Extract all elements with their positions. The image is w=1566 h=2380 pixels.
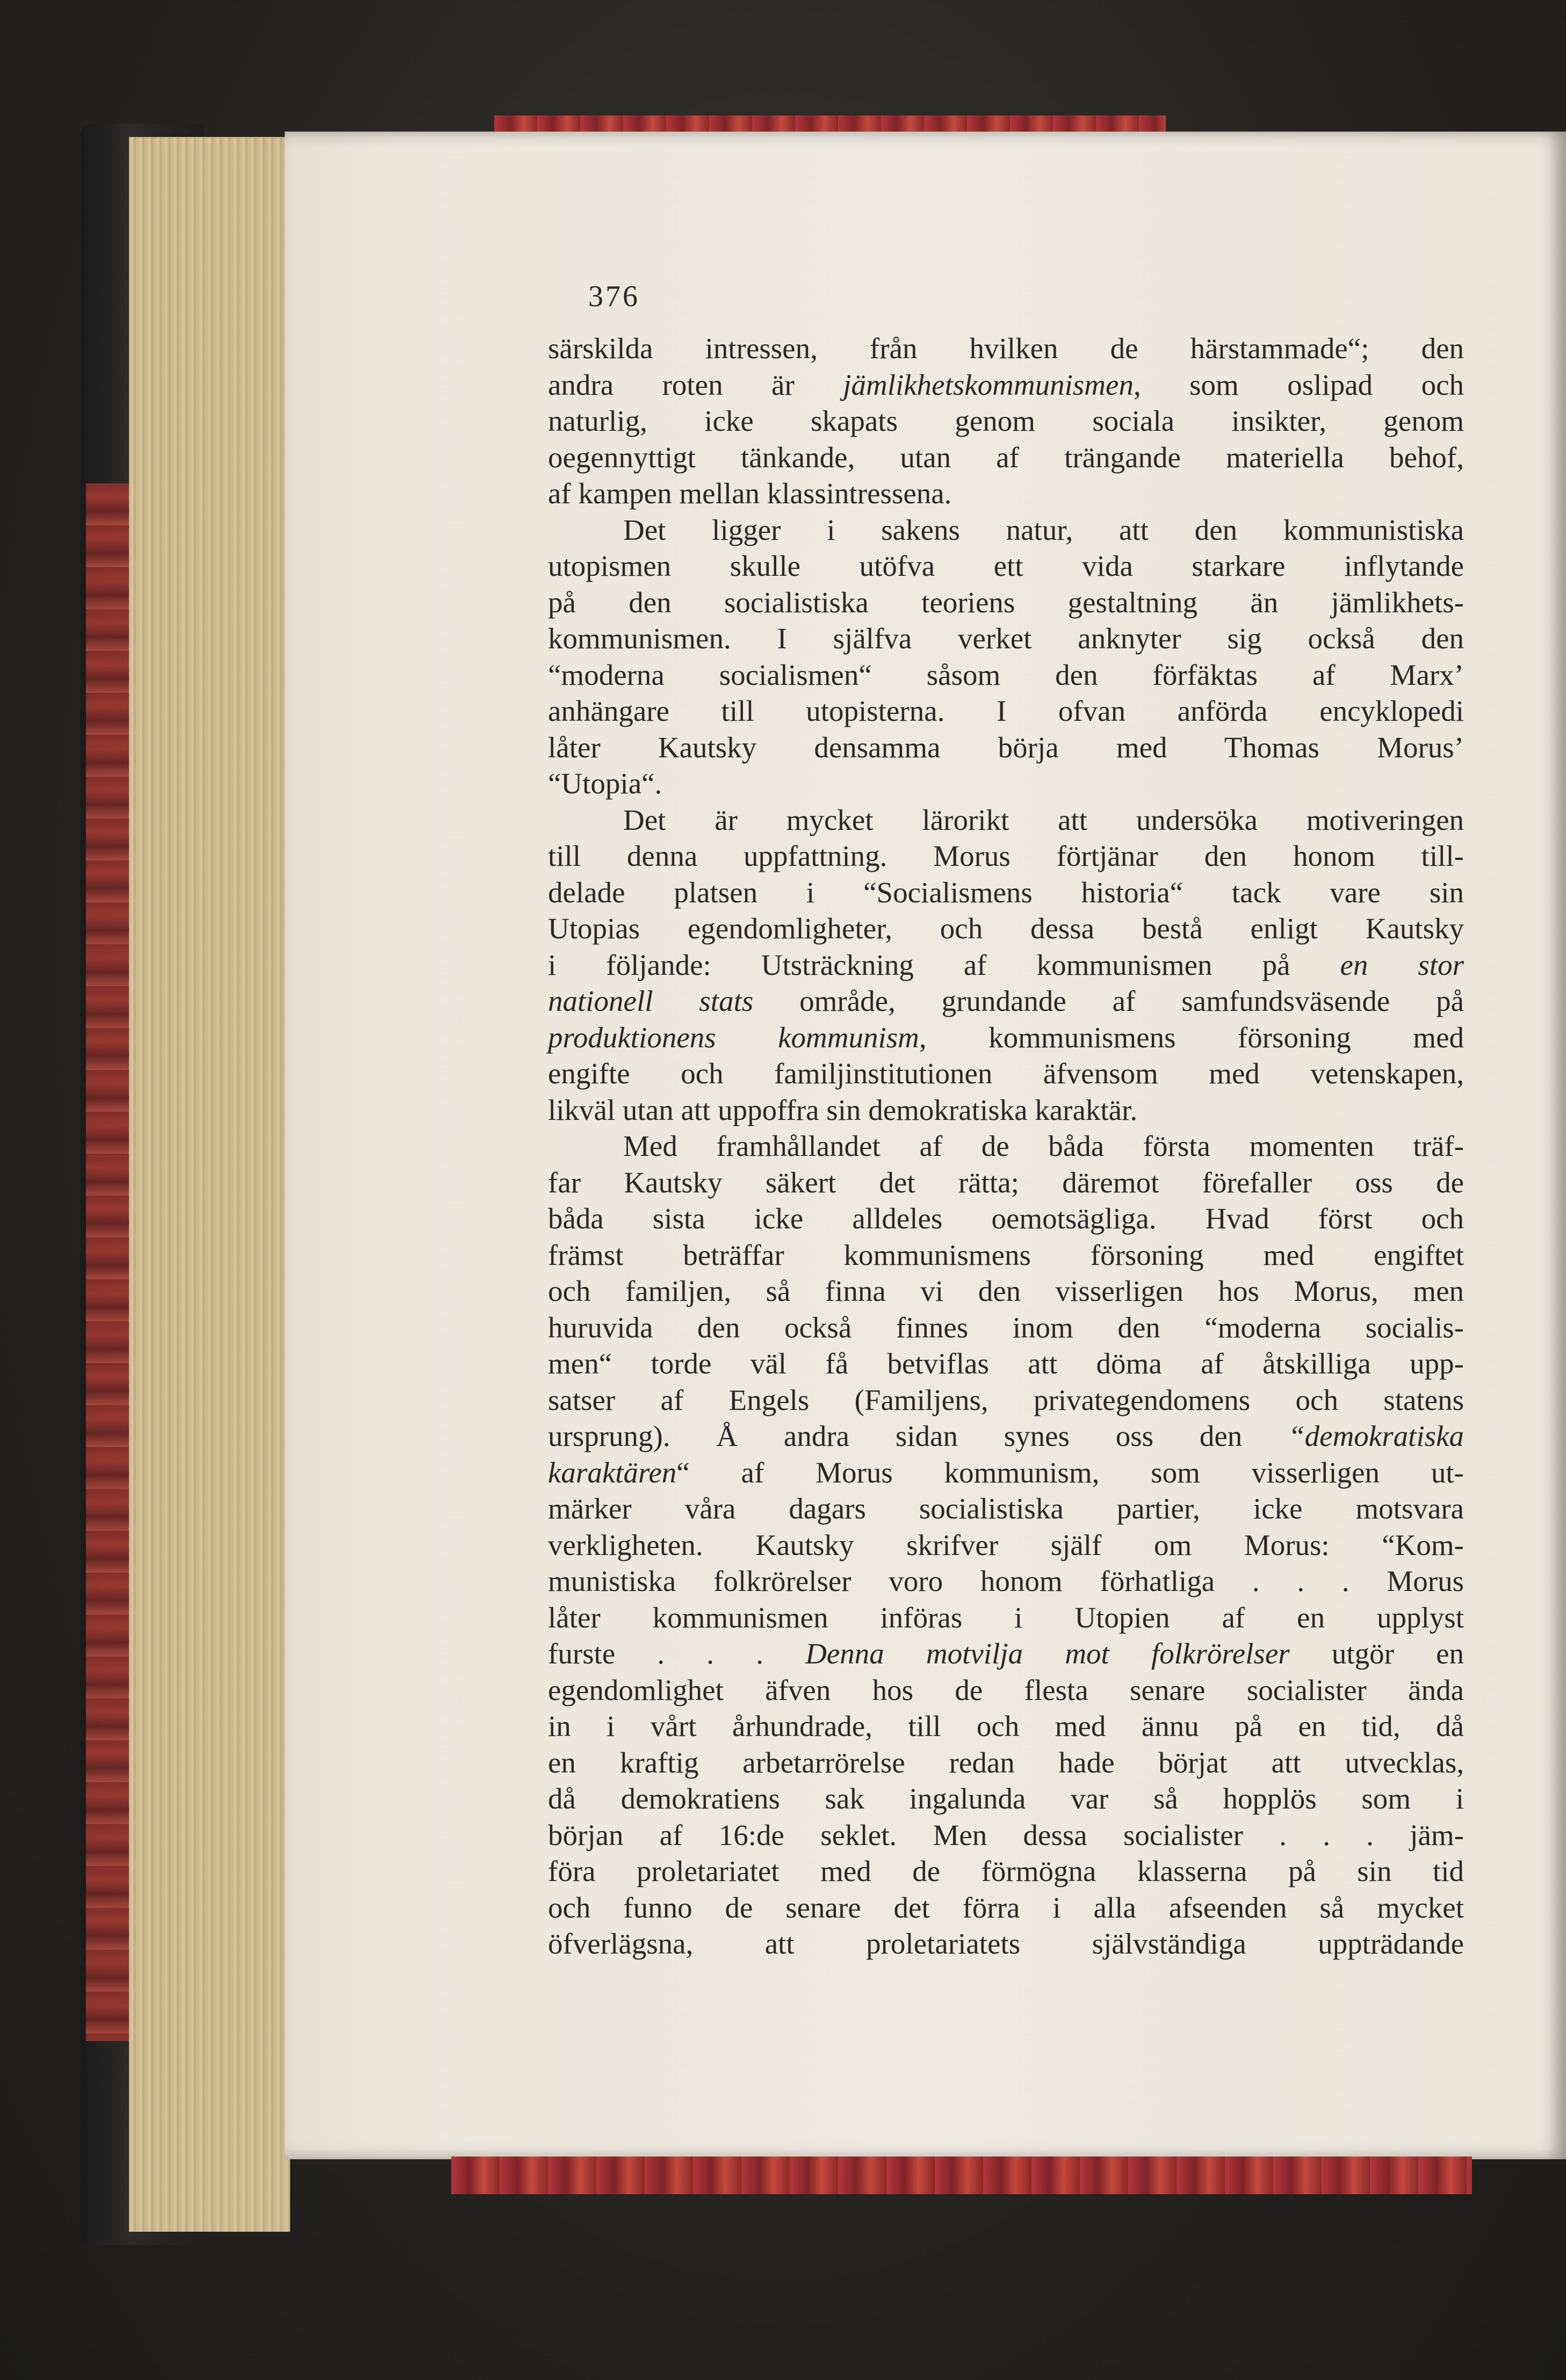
text-line: [548, 367, 1464, 403]
text-segment: område, grundande af samfundsväsende på: [753, 985, 1464, 1017]
body-text: [548, 330, 1464, 1962]
text-segment: särskilda intressen, från hvilken de härstammade“; den: [548, 332, 1464, 365]
text-line: [548, 729, 1464, 766]
text-segment: satser af Engels (Familjens, privategendomens och statens: [548, 1383, 1464, 1416]
text-segment: “moderna socialismen“ såsom den förfäktas af Marx’: [548, 658, 1464, 691]
text-segment: likväl utan att uppoffra sin demokratiska karaktär.: [548, 1093, 1138, 1126]
text-segment: låter Kautsky densamma börja med Thomas Morus’: [548, 730, 1464, 764]
text-line: [548, 330, 1464, 367]
text-segment: ursprung). Å andra sidan synes oss den: [548, 1420, 1289, 1452]
text-line: [548, 1310, 1464, 1346]
text-segment: Utopias egendomligheter, och dessa bestå enligt Kautsky: [548, 912, 1464, 945]
text-segment: anhängare till utopisterna. I ofvan anförda encyklopedi: [548, 695, 1464, 727]
text-segment: , som oslipad och: [1133, 368, 1464, 401]
text-segment: munistiska folkrörelser voro honom förhatliga . . . Morus: [548, 1565, 1464, 1597]
italic-text: nationell stats: [548, 985, 754, 1017]
italic-text: produktionens kommunism: [548, 1021, 919, 1054]
text-line: [548, 874, 1464, 911]
italic-text: “demokratiska: [1288, 1420, 1464, 1452]
text-line: [548, 1273, 1464, 1310]
text-line: [548, 802, 1464, 838]
italic-text: karaktären: [548, 1456, 677, 1489]
text-segment: af kampen mellan klassintressena.: [548, 477, 952, 510]
text-segment: då demokratiens sak ingalunda var så hopplös som i: [548, 1782, 1464, 1815]
text-segment: och familjen, så finna vi den visserligen hos Morus, men: [548, 1275, 1464, 1307]
page-number: 376: [588, 280, 640, 313]
text-line: [548, 1345, 1464, 1382]
text-segment: verkligheten. Kautsky skrifver själf om Morus: “Kom-: [548, 1528, 1464, 1561]
text-line: [548, 439, 1464, 476]
text-line: [548, 1418, 1464, 1455]
text-line: [548, 1092, 1464, 1128]
bottom-ribbon: [451, 2157, 1472, 2194]
text-line: [548, 1128, 1464, 1164]
text-segment: låter kommunismen införas i Utopien af en upplyst: [548, 1601, 1464, 1634]
text-line: [548, 1636, 1464, 1672]
text-line: [548, 1708, 1464, 1745]
text-segment: främst beträffar kommunismens försoning med engiftet: [548, 1238, 1464, 1271]
text-segment: engifte och familjinstitutionen äfvensom med vetenskapen,: [548, 1057, 1464, 1090]
text-line: [548, 1890, 1464, 1926]
text-line: [548, 983, 1464, 1019]
text-line: [548, 1672, 1464, 1709]
text-segment: Det ligger i sakens natur, att den kommunistiska: [623, 513, 1464, 546]
text-line: [548, 1600, 1464, 1636]
text-segment: utopismen skulle utöfva ett vida starkare inflytande: [548, 549, 1464, 582]
text-line: [548, 765, 1464, 802]
text-line: [548, 1019, 1464, 1056]
italic-text: en stor: [1340, 948, 1464, 981]
text-segment: oegennyttigt tänkande, utan af trängande materiella behof,: [548, 440, 1464, 474]
text-segment: “Utopia“.: [548, 767, 662, 800]
text-segment: båda sista icke alldeles oemotsägliga. Hvad först och: [548, 1202, 1464, 1235]
text-segment: “ af Morus kommunism, som visserligen ut-: [676, 1456, 1464, 1489]
text-segment: Det är mycket lärorikt att undersöka motiveringen: [623, 803, 1464, 836]
text-segment: furste . . .: [548, 1637, 806, 1670]
text-segment: naturlig, icke skapats genom sociala insikter, genom: [548, 404, 1464, 437]
text-segment: far Kautsky säkert det rätta; däremot förefaller oss de: [548, 1166, 1464, 1199]
text-segment: och funno de senare det förra i alla afseenden så mycket: [548, 1891, 1464, 1924]
text-segment: huruvida den också finnes inom den “moderna socialis-: [548, 1311, 1464, 1344]
text-line: [548, 475, 1464, 512]
text-segment: Med framhållandet af de båda första momenten träf-: [623, 1130, 1464, 1162]
text-segment: början af 16:de seklet. Men dessa socialister . . . jäm-: [548, 1818, 1464, 1851]
text-segment: i följande: Utsträckning af kommunismen på: [548, 948, 1340, 981]
text-line: [548, 838, 1464, 874]
text-line: [548, 1382, 1464, 1419]
text-segment: märker våra dagars socialistiska partier, icke motsvara: [548, 1492, 1464, 1525]
text-line: [548, 1926, 1464, 1962]
text-line: [548, 620, 1464, 657]
text-line: [548, 1527, 1464, 1564]
text-line: [548, 1745, 1464, 1781]
text-line: [548, 548, 1464, 584]
text-segment: delade platsen i “Socialismens historia“ tack vare sin: [548, 876, 1464, 909]
text-line: [548, 403, 1464, 439]
text-line: [548, 910, 1464, 947]
text-line: [548, 1563, 1464, 1600]
text-segment: kommunismen. I själfva verket anknyter sig också den: [548, 622, 1464, 655]
text-segment: men“ torde väl få betviflas att döma af åtskilliga upp-: [548, 1347, 1464, 1380]
text-segment: till denna uppfattning. Morus förtjänar den honom till-: [548, 840, 1464, 872]
text-line: [548, 657, 1464, 693]
text-line: [548, 512, 1464, 548]
text-line: [548, 1853, 1464, 1890]
text-line: [548, 1200, 1464, 1237]
text-segment: utgör en: [1289, 1637, 1464, 1670]
text-segment: föra proletariatet med de förmögna klasserna på sin tid: [548, 1855, 1464, 1887]
text-segment: andra roten är: [548, 368, 843, 401]
text-segment: , kommunismens försoning med: [919, 1021, 1464, 1054]
text-line: [548, 1055, 1464, 1092]
italic-text: Denna motvilja mot folkrörelser: [805, 1637, 1290, 1670]
text-line: [548, 1781, 1464, 1817]
text-line: [548, 1164, 1464, 1201]
text-line: [548, 584, 1464, 621]
text-segment: öfverlägsna, att proletariatets självständiga uppträdande: [548, 1927, 1464, 1960]
text-line: [548, 1491, 1464, 1527]
text-segment: in i vårt århundrade, till och med ännu på en tid, då: [548, 1710, 1464, 1742]
text-line: [548, 947, 1464, 983]
text-segment: en kraftig arbetarrörelse redan hade börjat att utvecklas,: [548, 1746, 1464, 1779]
page-edges: [129, 137, 290, 2232]
italic-text: jämlikhetskommunismen: [843, 368, 1134, 401]
text-segment: egendomlighet äfven hos de flesta senare socialister ända: [548, 1673, 1464, 1706]
text-line: [548, 693, 1464, 729]
text-line: [548, 1455, 1464, 1491]
text-line: [548, 1237, 1464, 1274]
text-segment: på den socialistiska teoriens gestaltning än jämlikhets-: [548, 585, 1464, 619]
text-line: [548, 1817, 1464, 1854]
